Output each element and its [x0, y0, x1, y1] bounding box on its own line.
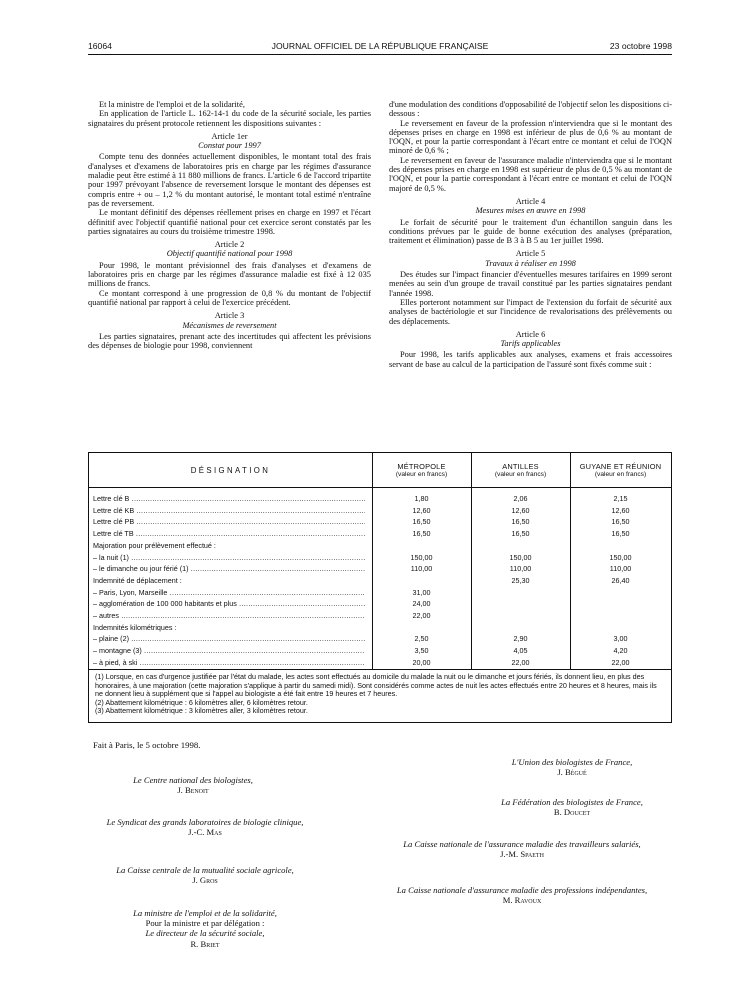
article-subtitle: Constat pour 1997 [198, 141, 261, 151]
value-metropole: 1,80 [414, 494, 429, 503]
article-subtitle: Travaux à réaliser en 1998 [485, 258, 576, 268]
value-guyane: 16,50 [611, 517, 630, 527]
signature-block [70, 817, 340, 837]
value-guyane: 2,15 [613, 494, 628, 503]
paragraph: Compte tenu des données actuellement disponibles, le montant total des frais d'analyses et d'examens de laboratoires pris en charge par les régimes d'assurance maladie peut être estimé à 11 880 millions de francs. L'article 6 de l'accord tripartite pour 1997 prévoyant l'absence de reversement lorsque le montant des dépenses est compris entre + ou – 1,2 % du montant autorisé, le montant total estimé n'entraîne pas de reversement. [88, 152, 371, 208]
signature-block [460, 797, 684, 817]
signatory-name: J. Benoit [177, 785, 209, 796]
signature-block [472, 757, 672, 777]
value-antilles: 22,00 [511, 657, 530, 667]
table-row [89, 553, 671, 563]
value-metropole: 150,00 [410, 552, 433, 562]
article-subtitle: Mécanismes de reversement [182, 320, 277, 330]
table-row [89, 588, 671, 598]
paragraph: En application de l'article L. 162-14-1 du code de la sécurité sociale, les parties signataires du présent protocole retiennent les dispositions suivantes : [88, 109, 371, 128]
header-antilles: ANTILLES (valeur en francs) [494, 462, 547, 478]
table-footnotes [89, 669, 671, 716]
left-text-column [88, 100, 371, 350]
table-row [89, 646, 671, 656]
table-row [89, 599, 671, 609]
value-metropole: 31,00 [412, 587, 431, 597]
table-row [89, 623, 671, 633]
right-text-column [389, 100, 672, 369]
signatory-name: R. Briet [190, 938, 220, 949]
signatory-name: J.-M. Spaeth [500, 849, 544, 860]
signatory-name: M. Ravoux [502, 895, 542, 906]
value-metropole: 2,50 [414, 634, 429, 644]
signature-block [70, 865, 340, 885]
article-heading: Article 2 [214, 240, 245, 250]
place-date-line: Fait à Paris, le 5 octobre 1998. [93, 740, 201, 750]
table-row [89, 517, 671, 527]
row-label: – la nuit (1) ..... [93, 553, 365, 563]
signatory-name: J.-C. Mas [188, 827, 222, 838]
row-label: – plaine (2) ..... [93, 634, 365, 644]
paragraph: Le reversement en faveur de la profession n'interviendra que si le montant des dépenses prises en charge en 1998 est inférieur de plus de 0,6 % au montant de l'OQN, et pour la partie correspondant à l'écart entre ce montant et celui de l'OQN minoré de 0,6 % ; [389, 118, 672, 156]
row-label: – Paris, Lyon, Marseille ..... [93, 588, 365, 598]
row-label: Majoration pour prélèvement effectué : [93, 540, 216, 550]
signature-block [70, 908, 340, 949]
page-number: 16064 [88, 41, 112, 51]
table-row [89, 541, 671, 551]
value-guyane: 22,00 [611, 657, 630, 667]
paragraph: Le reversement en faveur de l'assurance maladie n'interviendra que si le montant des dépenses prises en charge en 1998 est supérieur de plus de 0,5 % au montant de l'OQN, et pour la partie correspondant à l'écart entre ce montant et celui de l'OQN majoré de 0,5 %. [389, 155, 672, 193]
journal-title: JOURNAL OFFICIEL DE LA RÉPUBLIQUE FRANÇAISE [271, 41, 489, 51]
value-antilles: 12,60 [511, 505, 530, 515]
paragraph: Pour 1998, le montant prévisionnel des frais d'analyses et d'examens de laboratoires pris en charge par les régimes d'assurance maladie est fixé à 12 035 millions de francs. [88, 260, 371, 289]
signature-block [360, 839, 684, 859]
signatory-title: Le directeur de la sécurité sociale, [145, 928, 265, 939]
row-label: Indemnités kilométriques : [93, 622, 177, 632]
table-row [89, 611, 671, 621]
row-label: Lettre clé TB ..... [93, 529, 365, 539]
header-guyane-reunion: GUYANE ET RÉUNION (valeur en francs) [579, 462, 662, 478]
row-label: Indemnité de déplacement : [93, 575, 182, 585]
table-row [89, 564, 671, 574]
article-heading: Article 1er [211, 131, 248, 141]
header-designation: DÉSIGNATION [190, 465, 271, 475]
value-metropole: 12,60 [412, 505, 431, 515]
table-header [89, 453, 671, 488]
table-row [89, 634, 671, 644]
value-metropole: 24,00 [412, 599, 431, 609]
article-subtitle: Mesures mises en œuvre en 1998 [475, 206, 586, 216]
article-heading: Article 6 [515, 329, 546, 339]
value-guyane: 4,20 [613, 646, 628, 656]
paragraph: Des études sur l'impact financier d'éventuelles mesures tarifaires en 1999 seront menées au sein d'un groupe de travail constitué par les parties signataires pendant l'année 1998. [389, 270, 672, 298]
paragraph: Le montant définitif des dépenses réellement prises en charge en 1997 et l'écart définitif avec l'objectif quantifié national pour cet exercice seront constatés par les parties signataires au cours du troisième trimestre 1998. [88, 208, 371, 236]
row-label: Lettre clé B ..... [93, 494, 365, 504]
value-metropole: 16,50 [412, 529, 431, 539]
signatory-organization: Le Syndicat des grands laboratoires de biologie clinique, [106, 817, 304, 827]
signature-block [88, 775, 298, 795]
row-label: – agglomération de 100 000 habitants et plus ..... [93, 599, 365, 609]
article-subtitle: Tarifs applicables [500, 339, 561, 349]
value-antilles: 16,50 [511, 517, 530, 527]
value-metropole: 3,50 [414, 646, 429, 656]
value-antilles: 2,90 [513, 634, 528, 644]
value-metropole: 20,00 [412, 657, 431, 667]
value-antilles: 150,00 [509, 552, 532, 562]
signatory-organization: La ministre de l'emploi et de la solidarité, [133, 908, 277, 918]
paragraph: d'une modulation des conditions d'opposabilité de l'objectif selon les dispositions ci-dessous : [389, 100, 672, 119]
table-row [89, 529, 671, 539]
row-label: – montagne (3) ..... [93, 646, 365, 656]
value-guyane: 26,40 [611, 575, 630, 585]
table-row [89, 494, 671, 504]
signature-block [358, 885, 686, 905]
row-label: Lettre clé KB ..... [93, 506, 365, 516]
table-row [89, 658, 671, 668]
value-antilles: 16,50 [511, 529, 530, 539]
row-label: – le dimanche ou jour férié (1) ..... [93, 564, 365, 574]
signatory-name: B. Doucet [553, 807, 591, 818]
issue-date: 23 octobre 1998 [609, 41, 672, 51]
paragraph: Ce montant correspond à une progression de 0,8 % du montant de l'objectif quantifié national par rapport à celui de l'exercice précédent. [88, 288, 371, 307]
value-metropole: 22,00 [412, 611, 431, 620]
header-metropole: MÉTROPOLE (valeur en francs) [395, 462, 448, 478]
table-row [89, 576, 671, 586]
row-label: Lettre clé PB ..... [93, 517, 365, 527]
signatory-organization: Le Centre national des biologistes, [133, 775, 253, 785]
paragraph: Les parties signataires, prenant acte des incertitudes qui affectent les prévisions des dépenses de biologie pour 1998, conviennent [88, 331, 371, 351]
signatory-organization: La Caisse nationale d'assurance maladie des professions indépendantes, [396, 885, 648, 895]
signatory-organization: La Caisse nationale de l'assurance maladie des travailleurs salariés, [403, 839, 641, 849]
value-antilles: 110,00 [509, 564, 532, 574]
signatory-organization: L'Union des biologistes de France, [511, 757, 633, 767]
value-antilles: 25,30 [511, 575, 530, 585]
paragraph: Le forfait de sécurité pour le traitement d'un échantillon sanguin dans les conditions prévues par le guide de bonne exécution des analyses (préparation, traitement et élimination) passe de B 3 à B 5 au 1er juillet 1998. [389, 217, 672, 246]
footnote: (3) Abattement kilométrique : 3 kilomètres aller, 3 kilomètres retour. [95, 706, 308, 716]
row-label: – à pied, à ski ..... [93, 658, 365, 668]
value-metropole: 16,50 [412, 517, 431, 527]
article-subtitle: Objectif quantifié national pour 1998 [166, 249, 293, 259]
value-metropole: 110,00 [410, 564, 433, 574]
signatory-name: J. Bégué [557, 767, 587, 778]
paragraph: Et la ministre de l'emploi et de la solidarité, [99, 100, 245, 109]
article-heading: Article 4 [515, 196, 546, 206]
value-guyane: 110,00 [609, 564, 632, 574]
footnote: (2) Abattement kilométrique : 6 kilomètres aller, 6 kilomètres retour. [95, 697, 308, 707]
row-label: – autres ..... [93, 611, 365, 621]
table-row [89, 506, 671, 516]
value-guyane: 3,00 [613, 634, 628, 644]
value-guyane: 12,60 [611, 505, 630, 515]
signatory-delegation: Pour la ministre et par délégation : [145, 918, 265, 929]
signatory-organization: La Fédération des biologistes de France, [501, 797, 643, 807]
paragraph: Elles porteront notamment sur l'impact de l'extension du forfait de sécurité aux analyses de bactériologie et sur l'incidence de revalorisations des prélèvements ou des déplacements. [389, 297, 672, 326]
signatory-organization: La Caisse centrale de la mutualité sociale agricole, [116, 865, 294, 875]
signatory-name: J. Gros [192, 875, 218, 886]
article-heading: Article 3 [214, 311, 245, 321]
footnote: (1) Lorsque, en cas d'urgence justifiée par l'état du malade, les actes sont effectués au domicile du malade la nuit ou le dimanche et jours fériés, ils donnent lieu, en plus des honoraires, à une majoration (cette majoration s'applique à partir du samedi midi). Sont considérés comme actes de nuit les actes effectués entre 20 heures et 8 heures, mais ils ne donnent lieu à supplément que si l'appel au biologiste a été fait entre 19 heures et 7 heures. [95, 672, 657, 699]
paragraph: Pour 1998, les tarifs applicables aux analyses, examens et frais accessoires servant de base au calcul de la participation de l'assuré sont fixés comme suit : [389, 350, 672, 369]
page-header [88, 41, 672, 55]
value-guyane: 16,50 [611, 529, 630, 539]
value-antilles: 4,05 [513, 646, 528, 656]
tariff-table [88, 452, 672, 723]
article-heading: Article 5 [515, 249, 546, 259]
value-guyane: 150,00 [609, 552, 632, 562]
value-antilles: 2,06 [513, 494, 528, 503]
